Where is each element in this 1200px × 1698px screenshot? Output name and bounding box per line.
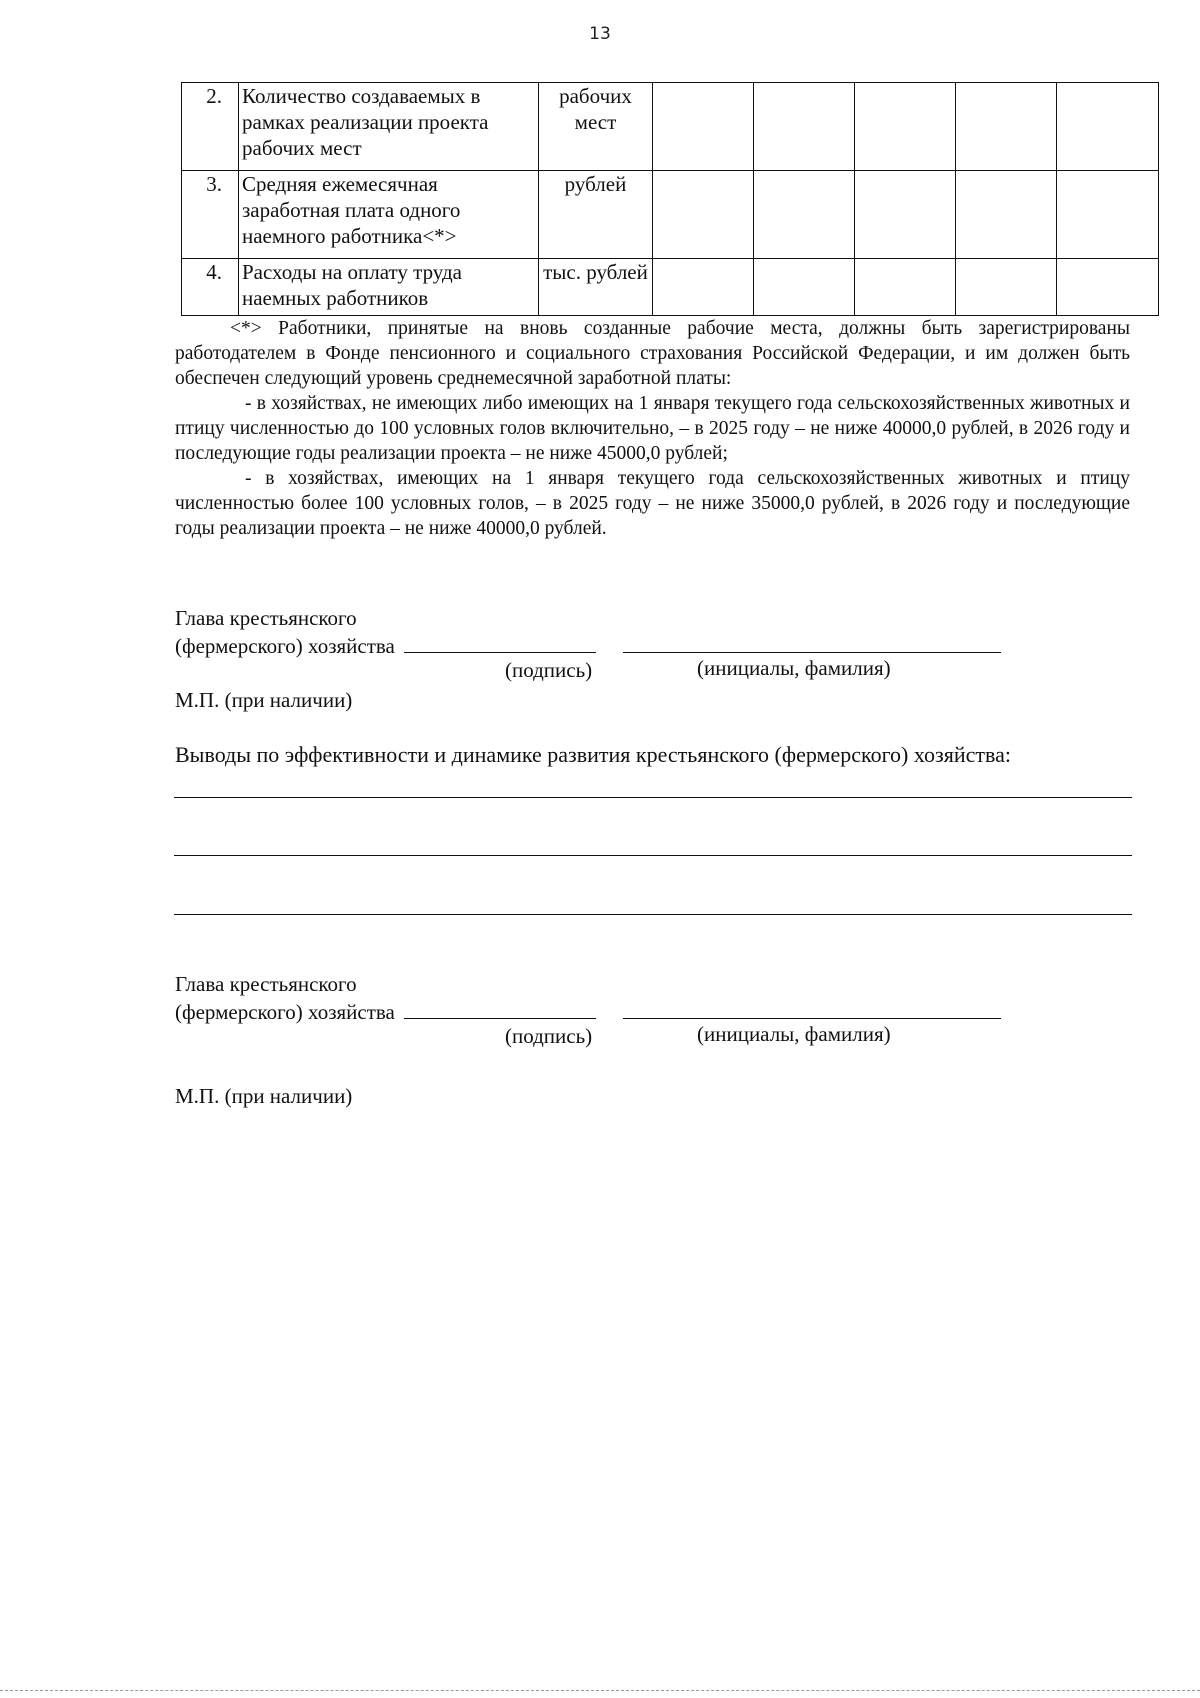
indicator-unit: рабочих мест (539, 83, 653, 171)
conclusions-line-2[interactable] (174, 855, 1132, 856)
name-caption: (инициалы, фамилия) (697, 1022, 891, 1046)
indicator-name: Количество создаваемых в рамках реализации проекта рабочих мест (239, 83, 539, 171)
page-bottom-edge (0, 1690, 1200, 1691)
indicator-unit: тыс. рублей (539, 259, 653, 316)
value-cell[interactable] (855, 171, 956, 259)
stamp-label: М.П. (при наличии) (175, 1084, 353, 1108)
indicator-name: Средняя ежемесячная заработная плата одного наемного работника<*> (239, 171, 539, 259)
name-line[interactable] (623, 1000, 1001, 1019)
value-cell[interactable] (1057, 171, 1159, 259)
signature-line[interactable] (404, 1000, 596, 1019)
name-line[interactable] (623, 634, 1001, 653)
value-cell[interactable] (754, 259, 855, 316)
signature-caption: (подпись) (505, 1024, 593, 1048)
value-cell[interactable] (956, 259, 1057, 316)
conclusions-line-1[interactable] (174, 797, 1132, 798)
stamp-label: М.П. (при наличии) (175, 688, 353, 712)
signature-block-1 (175, 604, 1075, 660)
value-cell[interactable] (956, 83, 1057, 171)
page-number: 13 (589, 24, 611, 44)
conclusions-title: Выводы по эффективности и динамике развития крестьянского (фермерского) хозяйства: (175, 742, 1011, 767)
row-number: 3. (182, 171, 239, 259)
signature-caption: (подпись) (505, 658, 593, 682)
indicator-name: Расходы на оплату труда наемных работников (239, 259, 539, 316)
value-cell[interactable] (855, 259, 956, 316)
indicators-table (181, 82, 1159, 316)
value-cell[interactable] (1057, 83, 1159, 171)
value-cell[interactable] (653, 259, 754, 316)
head-label-line1: Глава крестьянского (175, 606, 357, 630)
conclusions-line-3[interactable] (174, 914, 1132, 915)
value-cell[interactable] (653, 171, 754, 259)
signature-block-2 (175, 970, 1075, 1026)
footnote-item-large-farms: - в хозяйствах, имеющих на 1 января текущего года сельскохозяйственных животных и птицу численностью более 100 условных голов, – в 2025 году – не ниже 35000,0 рублей, в 2026 году и последующие годы реализации проекта – не ниже 40000,0 рублей. (175, 468, 1130, 539)
head-label-line2: (фермерского) хозяйства (175, 634, 395, 658)
footnote (175, 316, 1130, 541)
table-row (182, 83, 1159, 171)
row-number: 4. (182, 259, 239, 316)
value-cell[interactable] (754, 83, 855, 171)
head-label-line2: (фермерского) хозяйства (175, 1000, 395, 1024)
table-row (182, 259, 1159, 316)
row-number: 2. (182, 83, 239, 171)
indicator-unit: рублей (539, 171, 653, 259)
head-label-line1: Глава крестьянского (175, 972, 357, 996)
value-cell[interactable] (1057, 259, 1159, 316)
value-cell[interactable] (855, 83, 956, 171)
value-cell[interactable] (956, 171, 1057, 259)
footnote-item-small-farms: - в хозяйствах, не имеющих либо имеющих на 1 января текущего года сельскохозяйственных животных и птицу численностью до 100 условных голов включительно, – в 2025 году – не ниже 40000,0 рублей, в 2026 году и последующие годы реализации проекта – не ниже 45000,0 рублей; (175, 393, 1130, 464)
value-cell[interactable] (754, 171, 855, 259)
name-caption: (инициалы, фамилия) (697, 656, 891, 680)
signature-line[interactable] (404, 634, 596, 653)
value-cell[interactable] (653, 83, 754, 171)
footnote-intro: <*> Работники, принятые на вновь созданные рабочие места, должны быть зарегистрированы работодателем в Фонде пенсионного и социального страхования Российской Федерации, и им должен быть обеспечен следующий уровень среднемесячной заработной платы: (175, 318, 1130, 389)
table-row (182, 171, 1159, 259)
